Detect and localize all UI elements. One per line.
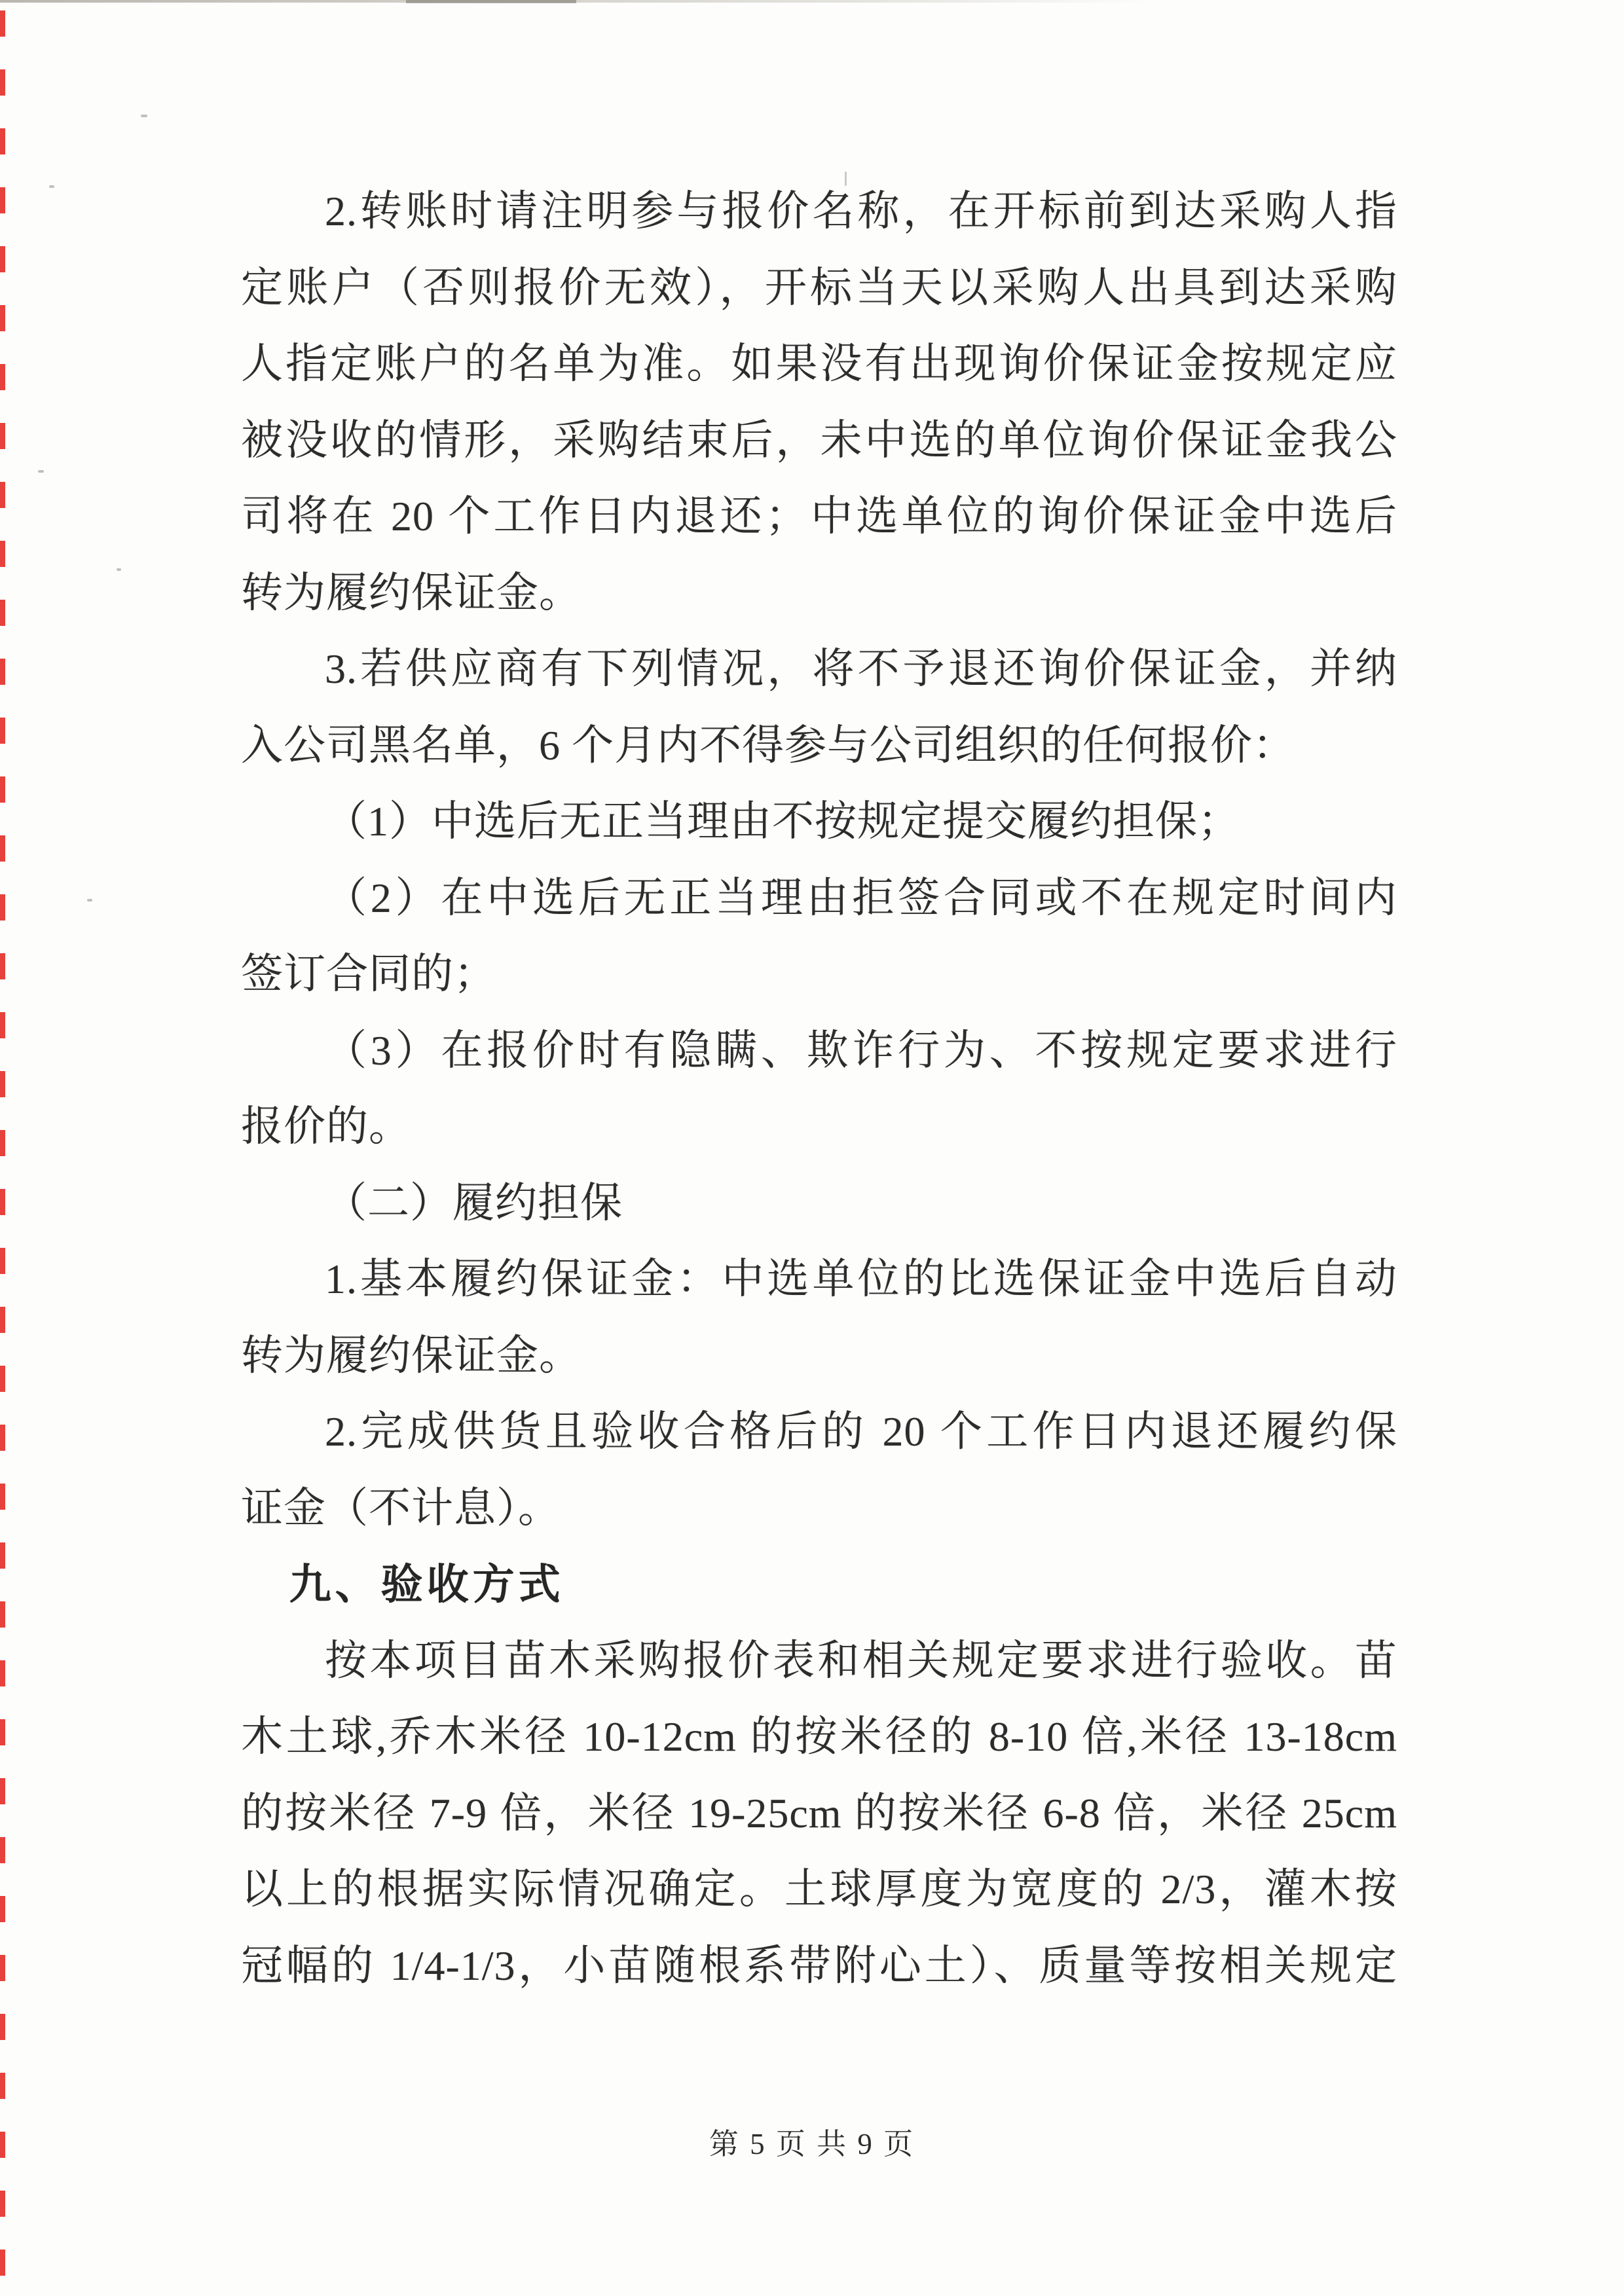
- scan-artifact-top-dash: [406, 0, 576, 3]
- text-line: 2.转账时请注明参与报价名称，在开标前到达采购人指: [325, 188, 1397, 234]
- text-line: 按本项目苗木采购报价表和相关规定要求进行验收。苗: [325, 1637, 1397, 1684]
- scan-artifact-red-edge-marks: [0, 10, 5, 2286]
- text-line: 报价的。: [241, 1103, 411, 1150]
- text-line: 入公司黑名单，6 个月内不得参与公司组织的任何报价：: [241, 721, 1295, 769]
- text-line: 冠幅的 1/4-1/3，小苗随根系带附心土）、质量等按相关规定: [241, 1942, 1397, 1989]
- text-line: 1.基本履约保证金：中选单位的比选保证金中选后自动: [325, 1256, 1397, 1302]
- text-line: （二）履约担保: [325, 1179, 623, 1226]
- scan-speck: [49, 185, 54, 188]
- text-line: （2）在中选后无正当理由拒签合同或不在规定时间内: [325, 874, 1397, 921]
- text-line: 的按米径 7-9 倍，米径 19-25cm 的按米径 6-8 倍，米径 25cm: [241, 1789, 1397, 1836]
- text-line: 转为履约保证金。: [241, 1332, 581, 1379]
- text-line: （3）在报价时有隐瞒、欺诈行为、不按规定要求进行: [325, 1027, 1397, 1074]
- page-number-indicator: 第 5 页 共 9 页: [709, 2128, 915, 2160]
- text-line: 人指定账户的名单为准。如果没有出现询价保证金按规定应: [241, 340, 1397, 387]
- scan-speck: [38, 470, 44, 473]
- text-line: 被没收的情形，采购结束后，未中选的单位询价保证金我公: [241, 416, 1397, 464]
- scan-speck: [87, 899, 92, 902]
- scan-artifact-top-edge: [0, 0, 1153, 3]
- text-line: 司将在 20 个工作日内退还；中选单位的询价保证金中选后: [241, 493, 1397, 539]
- text-line: 木土球,乔木米径 10-12cm 的按米径的 8-10 倍,米径 13-18cm: [241, 1713, 1397, 1760]
- page-footer: [0, 2120, 1624, 2162]
- document-body: [241, 173, 1397, 2004]
- text-line: 以上的根据实际情况确定。土球厚度为宽度的 2/3，灌木按: [241, 1866, 1397, 1912]
- text-line: 证金（不计息）。: [241, 1484, 561, 1531]
- text-line: 九、验收方式: [289, 1561, 564, 1608]
- text-line: 签订合同的；: [241, 951, 496, 997]
- text-line: 2.完成供货且验收合格后的 20 个工作日内退还履约保: [325, 1408, 1397, 1455]
- text-line: 3.若供应商有下列情况，将不予退还询价保证金，并纳: [325, 646, 1397, 692]
- text-line: 转为履约保证金。: [241, 569, 581, 616]
- text-line: 定账户（否则报价无效），开标当天以采购人出具到达采购: [241, 264, 1397, 311]
- scan-speck: [117, 568, 121, 571]
- text-line: （1）中选后无正当理由不按规定提交履约担保；: [325, 798, 1240, 845]
- scan-speck: [141, 115, 147, 117]
